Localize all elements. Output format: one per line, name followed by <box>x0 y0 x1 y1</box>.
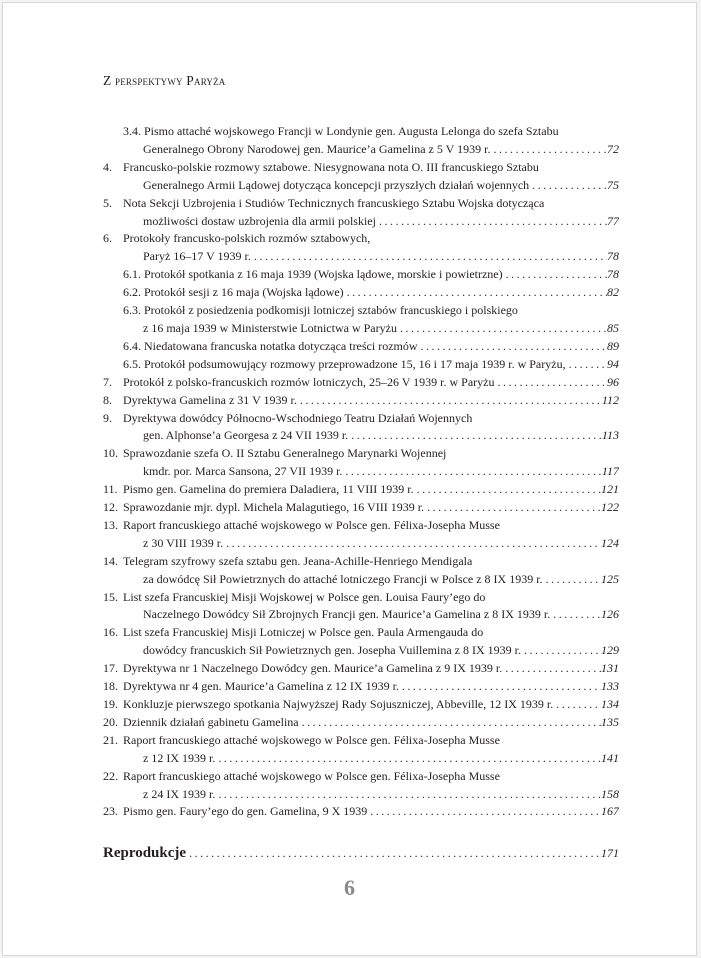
toc-entry[interactable] <box>103 768 619 804</box>
toc-entry-body <box>123 374 619 392</box>
toc-entry-number: 22. <box>103 768 118 783</box>
toc-entry-number: 10. <box>103 446 118 461</box>
toc-entry-title-text: Generalnego Armii Lądowej dotycząca koncepcji przyszłych działań wojennych <box>143 177 530 192</box>
toc-entry-line <box>123 141 619 159</box>
toc-entry-line <box>123 571 619 589</box>
toc-entry[interactable] <box>103 803 619 821</box>
toc-entry-page-number: 131 <box>601 661 619 676</box>
toc-entry-line: Protokoły francusko-polskich rozmów sztabowych, <box>123 231 371 246</box>
toc-entry-number: 19. <box>103 697 118 711</box>
toc-entry-number: 5. <box>103 195 112 210</box>
toc-entry-body <box>123 159 619 195</box>
toc-entry-body <box>123 266 619 284</box>
toc-entry-title-text: Naczelnego Dowódcy Sił Zbrojnych Francji gen. Maurice’a Gamelina z 8 IX 1939 r. <box>143 607 551 622</box>
toc-entry-body <box>123 445 619 481</box>
dot-leader <box>566 356 607 374</box>
dot-leader <box>223 535 601 553</box>
toc-entry-line: Raport francuskiego attaché wojskowego w Polsce gen. Félixa-Josepha Musse <box>123 768 500 783</box>
toc-entry-line <box>123 356 619 374</box>
toc-entry-line <box>123 338 619 356</box>
toc-entry[interactable] <box>103 517 619 553</box>
toc-entry[interactable] <box>103 445 619 481</box>
book-page <box>2 2 697 956</box>
toc-entry-title-text: Dyrektywa nr 4 gen. Maurice’a Gamelina z 12 IX 1939 r. <box>123 679 399 694</box>
toc-entry[interactable] <box>103 410 619 446</box>
dot-leader <box>251 248 607 266</box>
toc-entry-body <box>123 284 619 302</box>
toc-entry-page-number: 117 <box>601 464 619 479</box>
dot-leader <box>414 481 601 499</box>
dot-leader <box>215 786 601 804</box>
toc-entry[interactable] <box>103 302 619 338</box>
toc-entry[interactable] <box>103 123 619 159</box>
toc-entry[interactable] <box>103 678 619 696</box>
toc-entry[interactable] <box>103 338 619 356</box>
toc-entry-line: List szefa Francuskiej Misji Wojskowej w Polsce gen. Louisa Faury’ego do <box>123 589 486 604</box>
toc-entry-line <box>123 266 619 284</box>
toc-entry-page-number: 112 <box>601 392 619 407</box>
toc-entry-body <box>123 517 619 553</box>
toc-entry-line: Nota Sekcji Uzbrojenia i Studiów Technicznych francuskiego Sztabu Wojska dotycząca <box>123 195 545 210</box>
toc-entry-page-number: 158 <box>601 786 619 801</box>
dot-leader <box>397 320 607 338</box>
toc-entry-page-number: 94 <box>607 356 619 371</box>
toc-entry-page-number: 122 <box>601 500 619 515</box>
toc-entry-page-number: 133 <box>601 679 619 694</box>
dot-leader <box>550 606 601 624</box>
toc-entry-body <box>123 123 619 159</box>
toc-entry-title-text: 6.5. Protokół podsumowujący rozmowy przeprowadzone 15, 16 i 17 maja 1939 r. w Paryżu, <box>123 356 566 371</box>
toc-entry-line <box>123 427 619 445</box>
dot-leader <box>186 846 601 861</box>
toc-entry[interactable] <box>103 284 619 302</box>
toc-entry-body <box>123 230 619 266</box>
toc-entry-number: 18. <box>103 679 118 694</box>
toc-entry[interactable] <box>103 660 619 678</box>
toc-entry-number: 16. <box>103 625 118 640</box>
toc-entry-body <box>123 696 619 714</box>
toc-entry-number: 6. <box>103 231 112 246</box>
toc-entry-page-number: 77 <box>607 213 619 228</box>
toc-entry-title-text: 6.4. Niedatowana francuska notatka dotycząca treści rozmów <box>123 338 418 353</box>
toc-entry-line <box>123 642 619 660</box>
toc-entry-title-text: możliwości dostaw uzbrojenia dla armii polskiej <box>143 213 376 228</box>
toc-entry-line <box>123 213 619 231</box>
dot-leader <box>502 660 601 678</box>
toc-entry-title-text: z 30 VIII 1939 r. <box>143 535 224 550</box>
toc-entry-number: 14. <box>103 553 118 568</box>
toc-entry-body <box>123 732 619 768</box>
dot-leader <box>529 177 607 195</box>
toc-entry-page-number: 82 <box>607 285 619 300</box>
running-head: Z perspektywy Paryża <box>103 73 226 88</box>
toc-entry-line <box>123 320 619 338</box>
toc-entry[interactable] <box>103 732 619 768</box>
toc-entry[interactable] <box>103 374 619 392</box>
toc-entry-number: 17. <box>103 661 118 676</box>
toc-entry-number: 23. <box>103 804 118 819</box>
toc-entry-page-number: 85 <box>607 320 619 335</box>
dot-leader <box>344 284 607 302</box>
toc-entry-line <box>123 463 619 481</box>
toc-entry-number: 7. <box>103 374 112 389</box>
toc-entry-line: List szefa Francuskiej Misji Lotniczej w Polsce gen. Paula Armengauda do <box>123 625 484 640</box>
toc-entry-line: Sprawozdanie szefa O. II Sztabu Generalnego Marynarki Wojennej <box>123 446 447 461</box>
toc-entry-page-number: 135 <box>601 714 619 729</box>
dot-leader <box>399 678 601 696</box>
toc-entry-title-text: Dyrektywa Gamelina z 31 V 1939 r. <box>123 392 297 407</box>
toc-entry-title-text: dowódcy francuskich Sił Powietrznych gen. Josepha Vuillemina z 8 IX 1939 r. <box>143 643 521 658</box>
toc-entry-title-text: Sprawozdanie mjr. dypl. Michela Malagutiego, 16 VIII 1939 r. <box>123 500 425 515</box>
toc-entry-title-text: Protokół z polsko-francuskich rozmów lotniczych, 25–26 V 1939 r. w Paryżu <box>123 374 495 389</box>
toc-entry-title-text: za dowódcę Sił Powietrznych do attaché lotniczego Francji w Polsce z 8 IX 1939 r. <box>143 571 543 586</box>
toc-entry-body <box>123 195 619 231</box>
toc-entry-body <box>123 302 619 338</box>
toc-entry-line <box>123 803 619 821</box>
toc-entry-line: Francusko-polskie rozmowy sztabowe. Niesygnowana nota O. III francuskiego Sztabu <box>123 159 539 174</box>
toc-entry-body <box>123 356 619 374</box>
toc-entry-body <box>123 768 619 804</box>
toc-entry-page-number: 78 <box>607 267 619 282</box>
toc-entry-line <box>123 374 619 392</box>
toc-entry-title-text: Dyrektywa nr 1 Naczelnego Dowódcy gen. Maurice’a Gamelina z 9 IX 1939 r. <box>123 661 503 676</box>
dot-leader <box>553 696 601 714</box>
toc-entry-line <box>123 481 619 499</box>
toc-entry[interactable] <box>103 356 619 374</box>
toc-entry-title-text: gen. Alphonse’a Georgesa z 24 VII 1939 r. <box>143 428 349 443</box>
toc-entry[interactable] <box>103 159 619 195</box>
toc-entry-title-text: z 12 IX 1939 r. <box>143 750 216 765</box>
toc-entry-number: 20. <box>103 714 118 729</box>
dot-leader <box>490 141 607 159</box>
toc-entry-line <box>123 284 619 302</box>
toc-entry-number: 21. <box>103 732 118 747</box>
toc-entry-title-text: 6.1. Protokół spotkania z 16 maja 1939 (Wojska lądowe, morskie i powietrzne) <box>123 267 503 282</box>
toc-entry-number: 9. <box>103 410 112 425</box>
toc-entry-body <box>123 589 619 625</box>
toc-entry-reproductions[interactable] <box>103 845 619 862</box>
toc-entry-page-number: 134 <box>601 697 619 711</box>
dot-leader <box>418 338 607 356</box>
toc-entry-line <box>123 750 619 768</box>
toc-entry-title-text: kmdr. por. Marca Sansona, 27 VII 1939 r. <box>143 464 343 479</box>
toc-entry-line <box>123 392 619 410</box>
dot-leader <box>503 266 607 284</box>
page-number: 6 <box>344 875 355 900</box>
toc-entry-line: Raport francuskiego attaché wojskowego w Polsce gen. Félixa-Josepha Musse <box>123 517 500 532</box>
toc-entry-body <box>123 392 619 410</box>
toc-entry-title-text: Pismo gen. Faury’ego do gen. Gamelina, 9 X 1939 <box>123 804 368 819</box>
toc-entry[interactable] <box>103 230 619 266</box>
toc-entry-body <box>123 338 619 356</box>
toc-entry-page-number: 89 <box>607 338 619 353</box>
toc-entry-page-number: 125 <box>601 571 619 586</box>
toc-entry[interactable] <box>103 696 619 714</box>
toc-entry-line <box>123 714 619 732</box>
toc-entry-number: 12. <box>103 500 118 515</box>
toc-entry-line <box>123 660 619 678</box>
reproductions-page-number: 171 <box>601 846 619 860</box>
toc-entry[interactable] <box>103 266 619 284</box>
toc-entry-page-number: 113 <box>601 428 619 443</box>
reproductions-label: Reprodukcje <box>103 845 187 861</box>
toc-entry-number: 11. <box>103 482 118 497</box>
toc-entry-line: Telegram szyfrowy szefa sztabu gen. Jeana-Achille-Henriego Mendigala <box>123 553 473 568</box>
dot-leader <box>348 427 602 445</box>
toc-entry-line <box>123 606 619 624</box>
toc-entry-page-number: 78 <box>607 249 619 264</box>
toc-entry-page-number: 124 <box>601 535 619 550</box>
dot-leader <box>299 714 601 732</box>
table-of-contents <box>103 123 619 821</box>
toc-entry-line <box>123 786 619 804</box>
toc-entry[interactable] <box>103 553 619 589</box>
dot-leader <box>215 750 601 768</box>
toc-entry[interactable] <box>103 481 619 499</box>
dot-leader <box>367 803 601 821</box>
dot-leader <box>495 374 608 392</box>
toc-entry-body <box>123 678 619 696</box>
toc-entry-number: 4. <box>103 159 112 174</box>
toc-entry-line <box>123 678 619 696</box>
toc-entry[interactable] <box>103 714 619 732</box>
toc-entry-line: Dyrektywa dowódcy Północno-Wschodniego Teatru Działań Wojennych <box>123 410 473 425</box>
toc-entry-body <box>123 714 619 732</box>
toc-entry-body <box>123 410 619 446</box>
toc-entry-line <box>123 696 619 714</box>
dot-leader <box>521 642 601 660</box>
toc-entry-title-text: z 24 IX 1939 r. <box>143 786 216 801</box>
toc-entry-body <box>123 624 619 660</box>
toc-entry[interactable] <box>103 195 619 231</box>
dot-leader <box>297 392 602 410</box>
toc-entry-title-text: Generalnego Obrony Narodowej gen. Maurice’a Gamelina z 5 V 1939 r. <box>143 141 491 156</box>
toc-entry-line <box>123 177 619 195</box>
toc-entry[interactable] <box>103 392 619 410</box>
toc-entry-body <box>123 660 619 678</box>
toc-entry-title-text: Konkluzje pierwszego spotkania Najwyższej Rady Sojuszniczej, Abbeville, 12 IX 1939 r. <box>123 697 554 711</box>
toc-entry-page-number: 167 <box>601 804 619 819</box>
toc-entry-line: 6.3. Protokół z posiedzenia podkomisji lotniczej sztabów francuskiego i polskiego <box>123 303 518 318</box>
toc-entry-page-number: 129 <box>601 643 619 658</box>
toc-entry-page-number: 72 <box>607 141 619 156</box>
toc-entry-page-number: 121 <box>601 482 619 497</box>
dot-leader <box>342 463 601 481</box>
toc-entry-page-number: 126 <box>601 607 619 622</box>
toc-entry-title-text: Paryż 16–17 V 1939 r. <box>143 249 251 264</box>
toc-entry-title-text: Dziennik działań gabinetu Gamelina <box>123 714 299 729</box>
toc-entry-line: Raport francuskiego attaché wojskowego w Polsce gen. Félixa-Josepha Musse <box>123 732 500 747</box>
toc-entry[interactable] <box>103 589 619 625</box>
toc-entry-line <box>123 535 619 553</box>
toc-entry-number: 8. <box>103 392 112 407</box>
toc-entry-body <box>123 553 619 589</box>
toc-entry-title-text: 6.2. Protokół sesji z 16 maja (Wojska lądowe) <box>123 285 344 300</box>
toc-entry-body <box>123 499 619 517</box>
toc-entry-page-number: 96 <box>607 374 619 389</box>
toc-entry-body <box>123 481 619 499</box>
toc-entry-line <box>123 499 619 517</box>
toc-entry-line: 3.4. Pismo attaché wojskowego Francji w Londynie gen. Augusta Lelonga do szefa Sztabu <box>123 124 559 138</box>
dot-leader <box>543 571 601 589</box>
toc-entry[interactable] <box>103 499 619 517</box>
toc-entry-number: 13. <box>103 517 118 532</box>
toc-entry-page-number: 75 <box>607 177 619 192</box>
toc-entry-body <box>123 803 619 821</box>
toc-entry-number: 15. <box>103 589 118 604</box>
toc-entry-title-text: Pismo gen. Gamelina do premiera Daladiera, 11 VIII 1939 r. <box>123 482 414 497</box>
dot-leader <box>376 213 607 231</box>
toc-entry-title-text: z 16 maja 1939 w Ministerstwie Lotnictwa w Paryżu <box>143 320 397 335</box>
toc-entry-line <box>123 248 619 266</box>
dot-leader <box>424 499 601 517</box>
toc-entry-page-number: 141 <box>601 750 619 765</box>
toc-entry[interactable] <box>103 624 619 660</box>
